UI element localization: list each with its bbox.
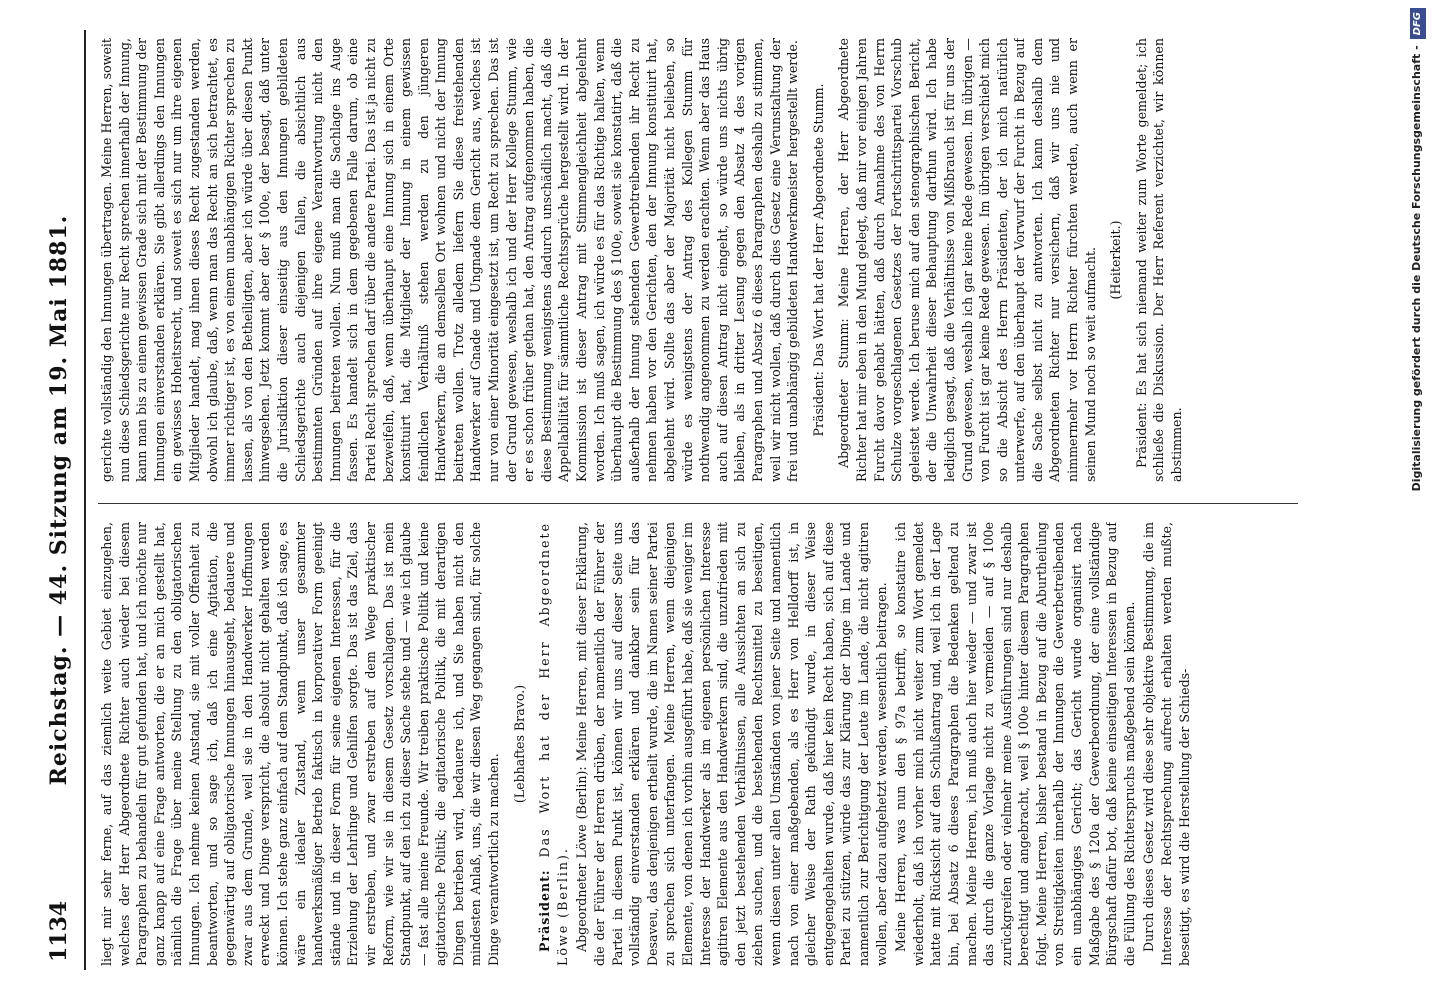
left-paragraph-1: liegt mir sehr ferne, auf das ziemlich weite Gebiet einzugehen, welches der Herr Abgeordnete Richter auch wieder bei diesem Paragraphen zu behandeln für gut gefunden hat, und ich möchte nur ganz knapp auf eine Frage antworten, die er an mich gestellt hat, nämlich die Frage über meine Stellung zu den obligatorischen Innungen. Ich nehme keinen Anstand, sie mit voller Offenheit zu beantworten, und so sage ich, daß ich eine Agitation, die gegenwärtig auf obligatorische Innungen hinausgeht, bedauere und zwar aus dem Grunde, weil sie in den Handwerker Hoffnungen erweckt und Dinge verspricht, die absolut nicht gehalten werden können. Ich stehe ganz einfach auf dem Standpunkt, daß ich sage, es wäre ein idealer Zustand, wenn unser gesammter handwerksmäßiger Betrieb faktisch in korporativer Form geeinigt stände und in dieser Form für seine eigenen Interessen, für die Erziehung der Lehrlinge und Gehilfen sorgte. Das ist das Ziel, das wir erstreben, und zwar erstreben auf dem Wege praktischer Reform, wie wir sie in diesem Gesetz vorschlagen. Das ist mein Standpunkt, auf den ich zu dieser Sache stehe und — wie ich glaube — fast alle meine Freunde. Wir treiben praktische Politik und keine agitatorische Politik; die agitatorische Politik, die mit derartigen Dingen betrieben wird, bedauere ich, und Sie haben nicht den mindesten Anlaß, uns, die wir diesen Weg gegangen sind, für solche Dinge verantwortlich zu machen. xyxy=(99,522,502,966)
laughter-note: (Heiterkeit.) xyxy=(1108,220,1124,300)
right-paragraph-1: gerichte vollständig den Innungen übertragen. Meine Herren, soweit nun diese Schiedsgerichte nur Recht sprechen innerhalb der Innung, kann man bis zu einem gewissen Grade sich mit der Bestimmung der Innungen einverstanden erklären. Sie gibt allerdings den Innungen ein gewisses Hoheitsrecht, und soweit es sich nur um ihre eigenen Mitglieder handelt, mag ihnen dieses Recht zugestanden werden, obwohl ich glaube, daß, wenn man das Recht an sich betrachtet, es immer richtiger ist, es von einem unabhängigen Richter sprechen zu lassen, als von den Betheiligten, aber ich würde über diesen Punkt hinwegsehen. Jetzt kommt aber der § 100e, der besagt, daß unter die Jurisdiktion dieser einseitig aus den Innungen gebildeten Schiedsgerichte auch diejenigen fallen, die absichtlich aus bestimmten Gründen auf ihre eigene Verantwortung nicht den Innungen beitreten wollen. Nun muß man die Sachlage ins Auge fassen. Es handelt sich in dem gegebenen Falle darum, ob eine Partei Recht sprechen darf über die andere Partei. Das ist ja nicht zu bezweifeln, daß, wenn überhaupt eine Innung sich in einem Orte konstituirt hat, die Mitglieder der Innung in einem gewissen feindlichen Verhältniß stehen werden zu den jüngeren Handwerkern, die an demselben Ort wohnen und nicht der Innung beitreten wollen. Trotz alledem liefern Sie diese freistehenden Handwerker auf Gnade und Ungnade dem Gericht aus, welches ist nur von einer Minorität eingesetzt ist, um Recht zu sprechen. Das ist der Grund gewesen, weshalb ich und der Herr Kollege Stumm, wie er es schon früher gethan hat, den Antrag aufgenommen haben, die diese Bestimmung wenigstens dadurch unschädlich macht, daß die Appellabilität für sämmtliche Rechtssprüche hergestellt wird. In der Kommission ist dieser Antrag mit Stimmengleichheit abgelehnt worden. Ich muß sagen, ich würde es für das Richtige halten, wenn überhaupt die Bestimmung des § 100e, soweit sie konstatirt, daß die außerhalb der Innung stehenden Gewerbtreibenden ihr Recht zu nehmen haben vor den Gerichten, den der Innung konstituirt hat, abgelehnt wird. Sollte das aber der Majorität nicht belieben, so würde es wenigstens der Antrag des Kollegen Stumm für nothwendig angenommen zu werden erachten. Wenn aber das Haus auch auf diesen Antrag nicht eingeht, so würde uns nichts übrig bleiben, als in dritter Lesung gegen den Absatz 4 des vorigen Paragraphen und Absatz 6 dieses Paragraphen deshalb zu stimmen, weil wir nicht wollen, daß durch dies Gesetz eine Verunstaltung der frei und unabhängig gebildeten Handwerkmeister hergestellt werde. xyxy=(99,38,801,482)
credit-text: Digitalisierung gefördert durch die Deutsche Forschungsgemeinschaft - xyxy=(1410,45,1423,492)
header-rule xyxy=(84,30,86,970)
running-title: Reichstag. — 44. Sitzung am 19. Mai 1881. xyxy=(46,214,72,786)
left-column xyxy=(98,522,1328,966)
president-call-2: Präsident: Das Wort hat der Herr Abgeordnete Stumm. xyxy=(810,83,826,437)
digitization-credit xyxy=(1404,8,1430,992)
left-paragraph-2: Abgeordneter Löwe (Berlin): Meine Herren, mit dieser Erklärung, die der Führer der Herren drüben, der namentlich der Führer der Partei in diesem Punkt ist, können wir uns auf dieser Seite uns vollständig einverstanden erklären und dankbar sein für das Desaveu, das denjenigen ertheilt wurde, die im Namen seiner Partei zu sprechen sich unterfangen. Meine Herren, wenn diejenigen Elemente, von denen ich vorhin ausgeführt habe, daß sie weniger im Interesse der Handwerker als im eigenen persönlichen Interesse agitiren Elemente aus den Handwerkern sind, die unzufrieden mit den jetzt bestehenden Verhältnissen, alle Aussichten an sich zu ziehen suchen, und die bestehenden Rechtsmittel zu beseitigen, wenn diesen unter allen Umständen von jener Seite und namentlich nach von einer maßgebenden, als es Herr von Helldorff ist, in gleicher Weise der Rath gekündigt wurde, in dieser Weise entgegengehalten wurde, daß hier kein Recht haben, sich auf diese Partei zu stützen, würde das zur Klärung der Dinge im Lande und namentlich zur Berichtigung der Leute im Lande, die nicht agitiren wollen, aber dazu aufgehetzt werden, wesentlich beitragen. xyxy=(574,522,889,966)
page-header xyxy=(40,30,80,970)
right-column xyxy=(98,38,1328,482)
president-label: Präsident: xyxy=(537,869,553,952)
credit-line xyxy=(1404,8,1430,992)
rotated-page xyxy=(40,30,1340,970)
president-call-1 xyxy=(536,522,571,966)
president-call-3: Präsident: Es hat sich niemand weiter zum Worte gemeldet; ich schließe die Diskussion. Der Herr Referent verzichtet, wir können abstimmen. xyxy=(1133,38,1185,482)
column-divider xyxy=(98,503,1298,504)
left-paragraph-4: Durch dieses Gesetz wird diese sehr objektive Bestimmung, die im Interesse der Rechtsprechung aufrecht erhalten werden mußte, beseitigt, es wird die Herstellung der Schieds- xyxy=(1141,522,1192,966)
left-paragraph-3: Meine Herren, was nun den § 97a betrifft, so konstatire ich wiederholt, daß ich vorher mich nicht weiter zum Wort gemeldet hatte mit Rücksicht auf den Schlußantrag und, weil ich in der Lage bin, bei Absatz 6 dieses Paragraphen die Bedenken geltend zu machen. Meine Herren, ich muß auch hier wieder — und zwar ist das durch die ganze Vorlage nicht zu vermeiden — auf § 100e zurückgreifen oder vielmehr meine Ausführungen sind nur deshalb berechtigt und angebracht, weil § 100e hinter diesem Paragraphen folgt. Meine Herren, bisher bestand in Bezug auf die Aburtheilung von Streitigkeiten innerhalb der Innungen die Gewerbetreibenden ein unabhängiges Gericht; das Gericht wurde organisirt nach Maßgabe des § 120a der Gewerbeordnung, der eine vollständige Bürgschaft dafür bot, daß keine einseitigen Interessen in Bezug auf die Füllung des Richterspruchs maßgebend sein können. xyxy=(893,522,1137,966)
right-paragraph-2: Abgeordneter Stumm: Meine Herren, der Herr Abgeordnete Richter hat mir eben in den Mund gelegt, daß mir vor einigen Jahren Furcht davor gehabt hätten, daß durch Annahme des von Herrn Schulze vorgeschlagenen Gesetzes der Fortschrittspartei Vorschub geleistet werde. Ich beruse mich auf den stenographischen Bericht, der die Unwahrheit dieser Behauptung darthun wird. Ich habe lediglich gesagt, daß die Verhältnisse von Mißbrauch ist für uns der Grund gewesen, weshalb ich gar keine Rede gewesen. Im übrigen — von Furcht ist gar keine Rede gewesen. Im übrigen verschiebt mich so die Absicht des Herrn Präsidenten, der ich mich natürlich unterwerfe, auf den überhaupt der Vorwurf der Furcht in Bezug auf die Sache selbst nicht zu antworten. Ich kann deshalb dem Abgeordneten Richter nur versichern, daß wir uns nie und nimmermehr vor Herrn Richter fürchten werden, auch wenn er seinen Mund noch so weit aufmacht. xyxy=(836,38,1098,482)
president-text-1: Das Wort hat der Herr Abgeordnete Löwe (Berlin). xyxy=(537,522,570,966)
applause-note: (Lebhaftes Bravo.) xyxy=(511,684,527,804)
dfg-logo: DFG xyxy=(1410,8,1426,39)
page-number: 1134 xyxy=(46,900,72,962)
